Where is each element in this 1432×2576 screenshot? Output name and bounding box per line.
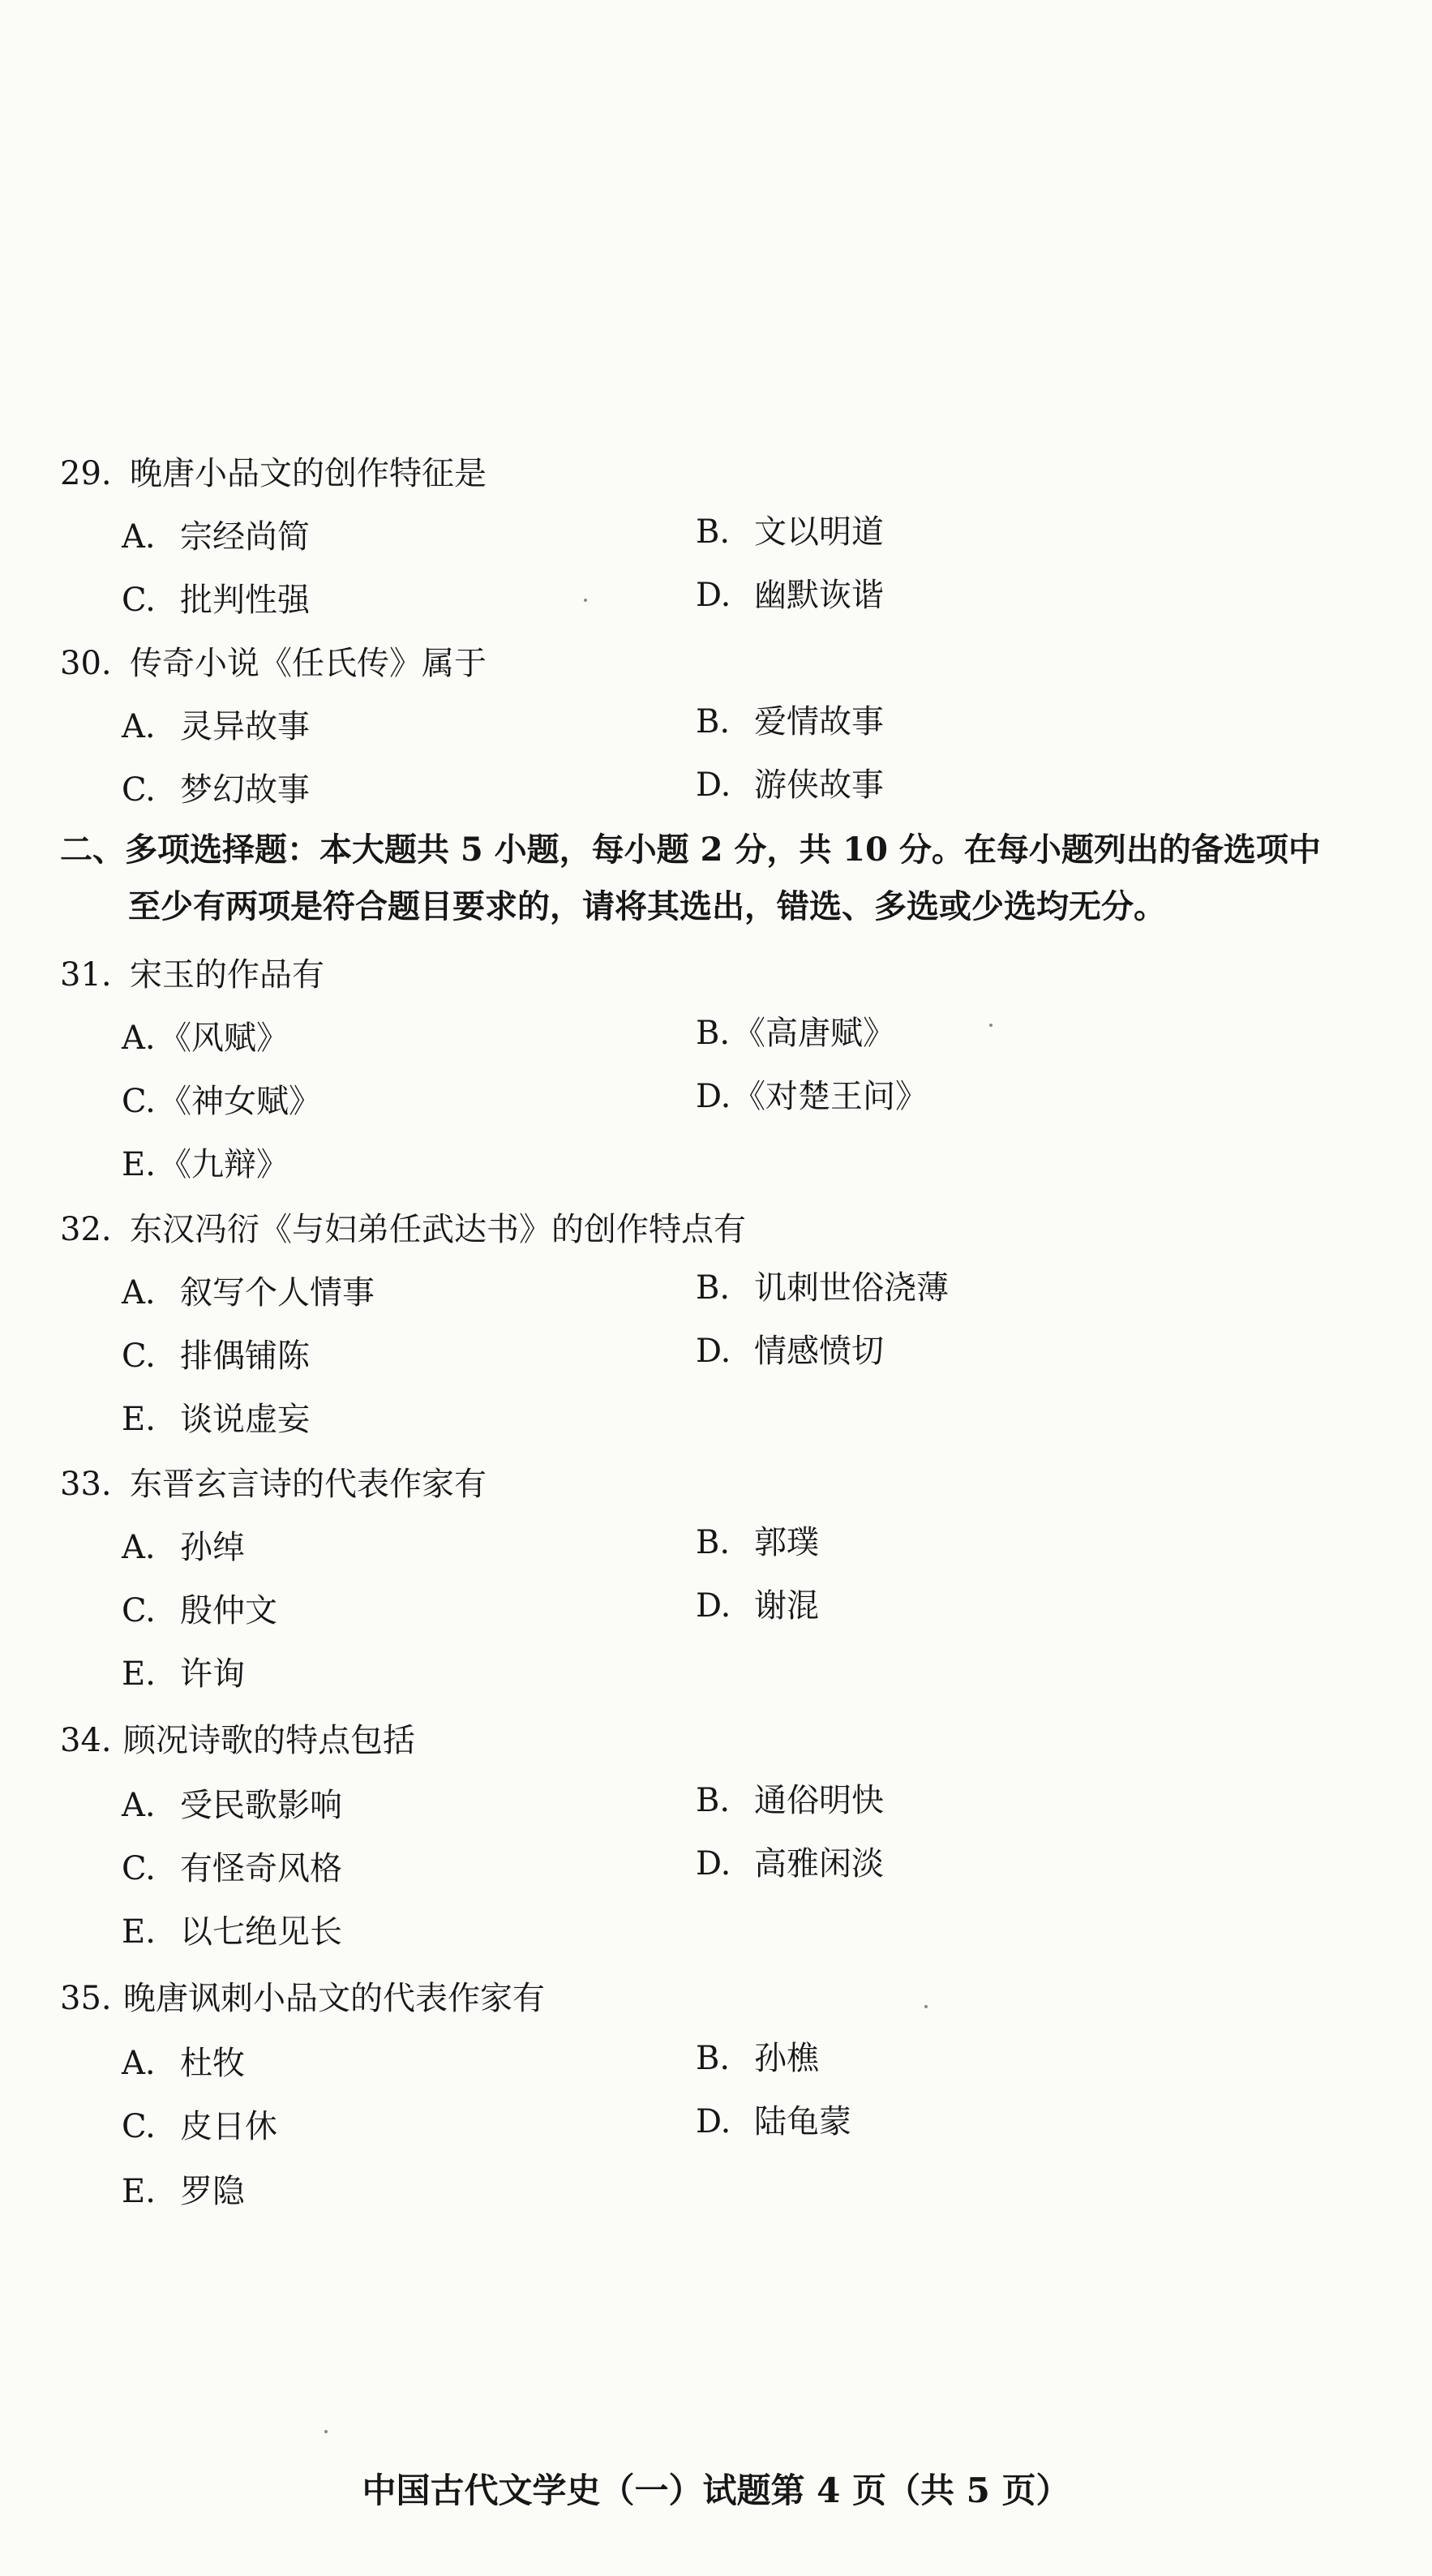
question-31-number: 31. — [60, 956, 112, 994]
option-label: D. — [696, 1333, 731, 1370]
option-text: 宗经尚简 — [180, 518, 310, 556]
question-31-text: 宋玉的作品有 — [130, 956, 324, 994]
option-text: 孙樵 — [754, 2040, 819, 2077]
question-34-number: 34. — [60, 1722, 112, 1759]
option-text: 文以明道 — [754, 513, 884, 551]
option-label: C. — [122, 1083, 156, 1120]
option-label: E. — [122, 1146, 156, 1183]
option-text: 《九辩》 — [159, 1146, 289, 1183]
option-label: B. — [696, 1015, 731, 1052]
question-33-text: 东晋玄言诗的代表作家有 — [130, 1466, 487, 1503]
section-heading-line2: 至少有两项是符合题目要求的，请将其选出，错选、多选或少选均无分。 — [128, 887, 1166, 925]
option-label: D. — [696, 1845, 731, 1883]
option-label: A. — [122, 1020, 156, 1057]
option-label: B. — [696, 2040, 731, 2077]
question-30-number: 30. — [60, 645, 112, 682]
question-35-number: 35. — [60, 1980, 112, 2017]
option-text: 谈说虚妄 — [180, 1401, 310, 1438]
option-label: D. — [696, 2103, 731, 2140]
option-text: 《高唐赋》 — [733, 1015, 895, 1052]
option-label: D. — [696, 1587, 731, 1625]
question-35-text: 晚唐讽刺小品文的代表作家有 — [123, 1980, 545, 2017]
option-label: C. — [122, 1592, 156, 1629]
option-label: B. — [696, 703, 731, 741]
option-label: B. — [696, 1782, 731, 1819]
option-text: 以七绝见长 — [180, 1913, 342, 1951]
section-heading-line1: 二、多项选择题：本大题共 5 小题，每小题 2 分，共 10 分。在每小题列出的备选项中 — [60, 831, 1321, 869]
option-label: C. — [122, 2108, 156, 2145]
option-label: D. — [696, 1078, 731, 1115]
option-text: 讥刺世俗浇薄 — [754, 1269, 949, 1307]
scan-speck — [324, 2430, 328, 2433]
option-text: 《风赋》 — [159, 1020, 289, 1057]
option-label: E. — [122, 1655, 156, 1693]
option-text: 批判性强 — [180, 582, 310, 619]
option-label: A. — [122, 1529, 156, 1566]
option-text: 排偶铺陈 — [180, 1337, 310, 1375]
option-label: D. — [696, 766, 731, 804]
option-label: C. — [122, 1337, 156, 1375]
scan-speck — [584, 599, 587, 602]
question-34-text: 顾况诗歌的特点包括 — [123, 1722, 415, 1759]
question-30-text: 传奇小说《任氏传》属于 — [130, 645, 487, 682]
option-label: A. — [122, 708, 156, 745]
option-label: A. — [122, 2045, 156, 2082]
option-text: 《神女赋》 — [159, 1083, 321, 1120]
option-text: 高雅闲淡 — [754, 1845, 884, 1883]
option-text: 受民歌影响 — [180, 1787, 342, 1824]
option-label: A. — [122, 1274, 156, 1312]
page-footer: 中国古代文学史（一）试题第 4 页（共 5 页） — [362, 2471, 1070, 2510]
option-text: 谢混 — [754, 1587, 819, 1625]
option-label: C. — [122, 1850, 156, 1887]
scan-speck — [924, 2005, 928, 2008]
option-text: 皮日休 — [180, 2108, 277, 2145]
option-text: 杜牧 — [180, 2045, 245, 2082]
option-label: E. — [122, 2173, 156, 2210]
option-text: 爱情故事 — [754, 703, 884, 741]
option-label: B. — [696, 513, 731, 551]
option-text: 孙绰 — [180, 1529, 245, 1566]
option-text: 通俗明快 — [754, 1782, 884, 1819]
option-text: 罗隐 — [180, 2173, 245, 2210]
option-text: 游侠故事 — [754, 766, 884, 804]
option-text: 情感愤切 — [754, 1333, 884, 1370]
option-text: 郭璞 — [754, 1524, 819, 1561]
option-text: 《对楚王问》 — [733, 1078, 928, 1115]
option-label: C. — [122, 582, 156, 619]
option-text: 许询 — [180, 1655, 245, 1693]
option-text: 梦幻故事 — [180, 771, 310, 809]
question-33-number: 33. — [60, 1466, 112, 1503]
scan-speck — [989, 1024, 993, 1027]
option-label: D. — [696, 577, 731, 614]
option-label: A. — [122, 518, 156, 556]
option-label: B. — [696, 1269, 731, 1307]
question-29-text: 晚唐小品文的创作特征是 — [130, 455, 487, 492]
option-text: 有怪奇风格 — [180, 1850, 342, 1887]
option-label: E. — [122, 1913, 156, 1951]
option-text: 殷仲文 — [180, 1592, 277, 1629]
option-text: 灵异故事 — [180, 708, 310, 745]
option-label: E. — [122, 1401, 156, 1438]
question-32-text: 东汉冯衍《与妇弟任武达书》的创作特点有 — [130, 1211, 746, 1248]
option-text: 叙写个人情事 — [180, 1274, 375, 1312]
option-text: 幽默诙谐 — [754, 577, 884, 614]
option-label: B. — [696, 1524, 731, 1561]
question-29-number: 29. — [60, 455, 112, 492]
option-text: 陆龟蒙 — [754, 2103, 851, 2140]
option-label: A. — [122, 1787, 156, 1824]
option-label: C. — [122, 771, 156, 809]
question-32-number: 32. — [60, 1211, 112, 1248]
